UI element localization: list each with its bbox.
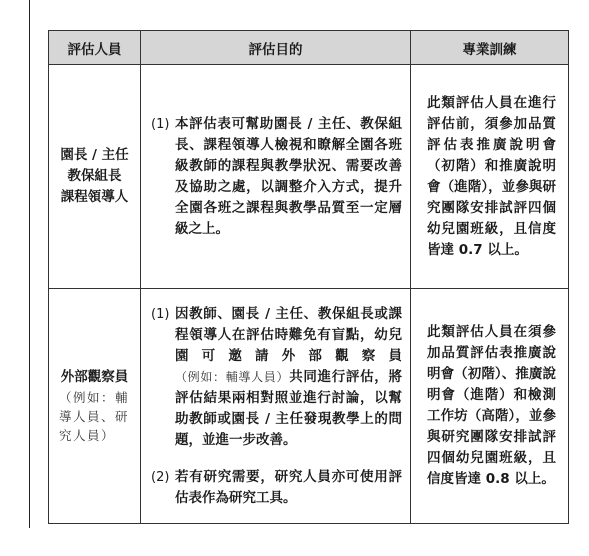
- training-cell: 此類評估人員在須參加品質評估表推廣說明會（初階）、推廣說明會（進階）和檢測工作坊（高階），並參與研究團隊安排試評四個幼兒園班級，且信度皆達 0.8 以上。: [411, 289, 569, 524]
- evaluator-table: [48, 30, 569, 524]
- left-margin-rule: [29, 0, 30, 528]
- purpose-item: [151, 304, 402, 451]
- purpose-text-continued: 共同進行評估，將評估結果兩相對照並進行討論，以幫助教師或園長 / 主任發現教學上的問題，並進一步改善。: [175, 368, 402, 448]
- training-cell: 此類評估人員在進行評估前，須參加品質評估表推廣說明會（初階）和推廣說明會（進階），並參與研究團隊安排試評四個幼兒園班級，且信度皆達 0.7 以上。: [411, 65, 569, 289]
- purpose-text-main: 本評估表可幫助園長 / 主任、教保組長、課程領導人檢視和瞭解全園各班級教師的課程與教學狀況、需要改善及協助之處，以調整介入方式，提升全園各班之課程與教學品質至一定層級之上。: [175, 115, 402, 237]
- purpose-text-main: 因教師、園長 / 主任、教保組長或課程領導人在評估時難免有盲點，幼兒園可邀請外部觀察員: [175, 305, 402, 364]
- header-purpose: 評估目的: [141, 31, 411, 65]
- header-row: [49, 31, 569, 65]
- evaluator-cell: [49, 289, 141, 524]
- item-number: (1): [151, 116, 170, 132]
- purpose-cell: [141, 65, 411, 289]
- purpose-item: [151, 467, 402, 509]
- evaluator-cell: [49, 65, 141, 289]
- purpose-text: [175, 114, 402, 240]
- item-number: (2): [151, 469, 170, 485]
- purpose-inline-note: （例如：輔導人員）: [175, 369, 290, 384]
- table-row: [49, 289, 569, 524]
- purpose-cell: [141, 289, 411, 524]
- evaluator-role-line: 園長 / 主任: [60, 147, 129, 163]
- purpose-text: [175, 304, 402, 451]
- item-number: (1): [151, 306, 170, 322]
- table-row: [49, 65, 569, 289]
- purpose-text-main: 若有研究需要，研究人員亦可使用評估表作為研究工具。: [175, 468, 402, 506]
- evaluator-role-note: （例如：輔導人員、研究人員）: [59, 390, 130, 443]
- evaluator-role-line: 課程領導人: [60, 189, 129, 205]
- purpose-item: [151, 114, 402, 240]
- evaluator-role-line: 外部觀察員: [60, 369, 129, 385]
- purpose-text: [175, 467, 402, 509]
- evaluator-role-line: 教保組長: [67, 168, 122, 184]
- header-training: 專業訓練: [411, 31, 569, 65]
- header-evaluator: 評估人員: [49, 31, 141, 65]
